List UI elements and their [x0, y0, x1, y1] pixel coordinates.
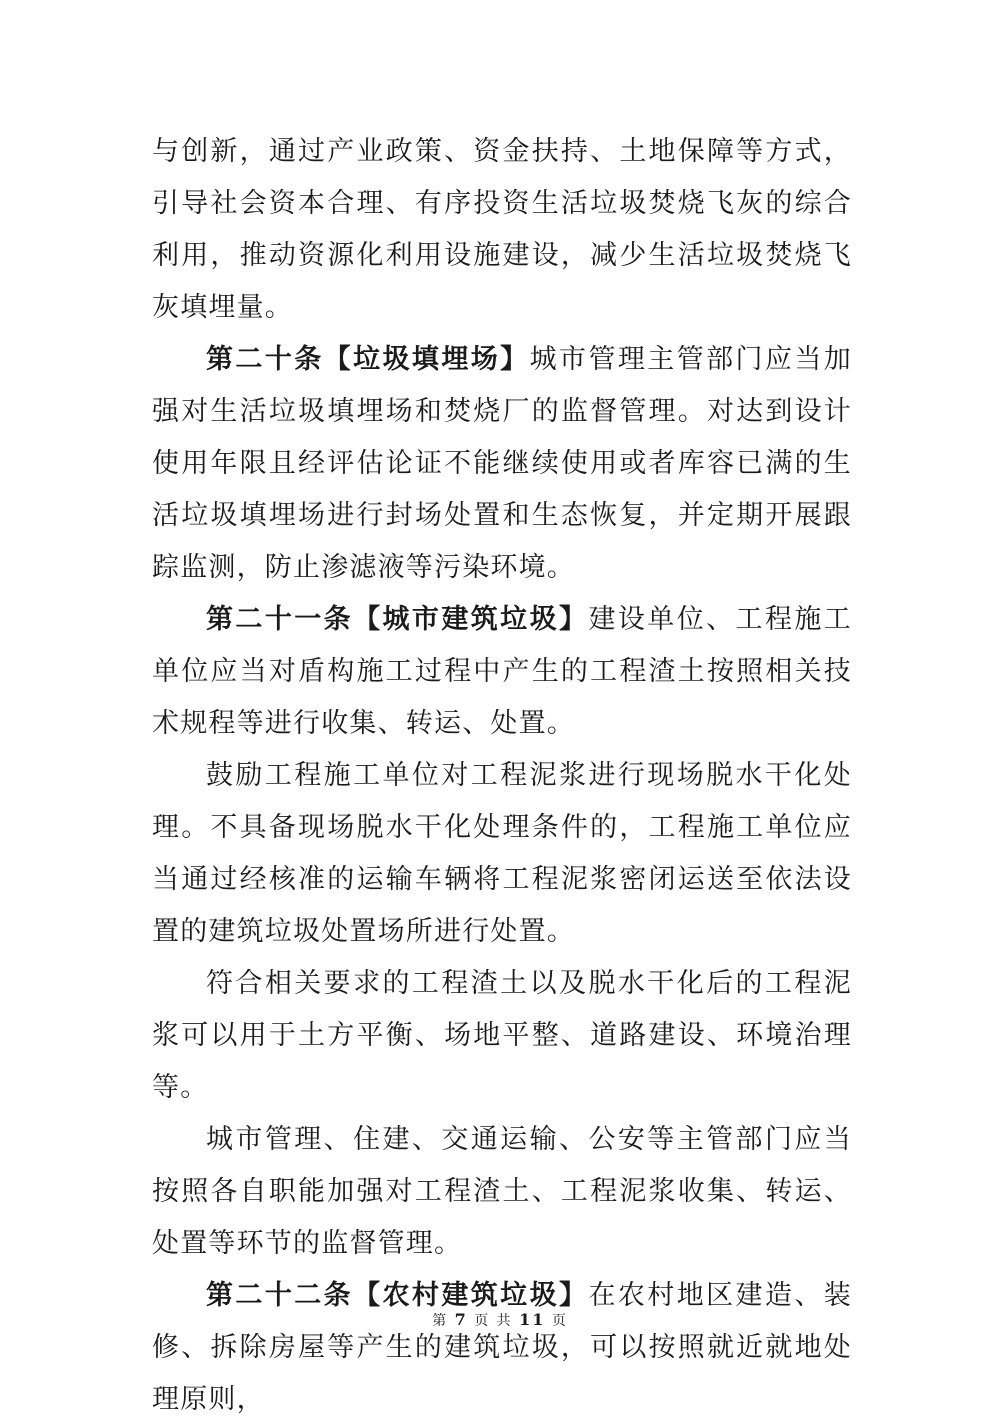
paragraph-text: 城市管理、住建、交通运输、公安等主管部门应当按照各自职能加强对工程渣土、工程泥浆收集、转运、处置等环节的监督管理。: [152, 1124, 852, 1259]
paragraph-text: 城市管理主管部门应当加强对生活垃圾填埋场和焚烧厂的监督管理。对达到设计使用年限且经评估论证不能继续使用或者库容已满的生活垃圾填埋场进行封场处置和生态恢复，并定期开展跟踪监测，防止渗滤液等污染环境。: [152, 344, 852, 583]
page-number: 7: [454, 1310, 468, 1329]
footer-prefix: 第: [432, 1313, 449, 1329]
article-heading: 第二十一条【城市建筑垃圾】: [206, 604, 589, 635]
article-22: [152, 1270, 852, 1426]
body-text: [152, 126, 852, 1426]
article-heading: 第二十条【垃圾填埋场】: [206, 344, 530, 375]
footer-middle: 页 共: [474, 1313, 513, 1329]
paragraph-6: [152, 1114, 852, 1270]
paragraph-text: 与创新，通过产业政策、资金扶持、土地保障等方式，引导社会资本合理、有序投资生活垃圾焚烧飞灰的综合利用，推动资源化利用设施建设，减少生活垃圾焚烧飞灰填埋量。: [152, 136, 852, 323]
article-heading: 第二十二条【农村建筑垃圾】: [206, 1280, 589, 1311]
paragraph-1: [152, 126, 852, 334]
paragraph-text: 建设单位、工程施工单位应当对盾构施工过程中产生的工程渣土按照相关技术规程等进行收集、转运、处置。: [152, 604, 852, 739]
total-pages: 11: [519, 1310, 546, 1329]
article-20: [152, 334, 852, 594]
paragraph-text: 鼓励工程施工单位对工程泥浆进行现场脱水干化处理。不具备现场脱水干化处理条件的，工程施工单位应当通过经核准的运输车辆将工程泥浆密闭运送至依法设置的建筑垃圾处置场所进行处置。: [152, 760, 852, 947]
paragraph-text: 在农村地区建造、装修、拆除房屋等产生的建筑垃圾，可以按照就近就地处理原则，: [152, 1280, 852, 1415]
paragraph-text: 符合相关要求的工程渣土以及脱水干化后的工程泥浆可以用于土方平衡、场地平整、道路建设、环境治理等。: [152, 968, 852, 1103]
footer-suffix: 页: [551, 1313, 568, 1329]
article-21: [152, 594, 852, 750]
page-footer: [0, 1310, 1000, 1330]
paragraph-5: [152, 958, 852, 1114]
paragraph-4: [152, 750, 852, 958]
